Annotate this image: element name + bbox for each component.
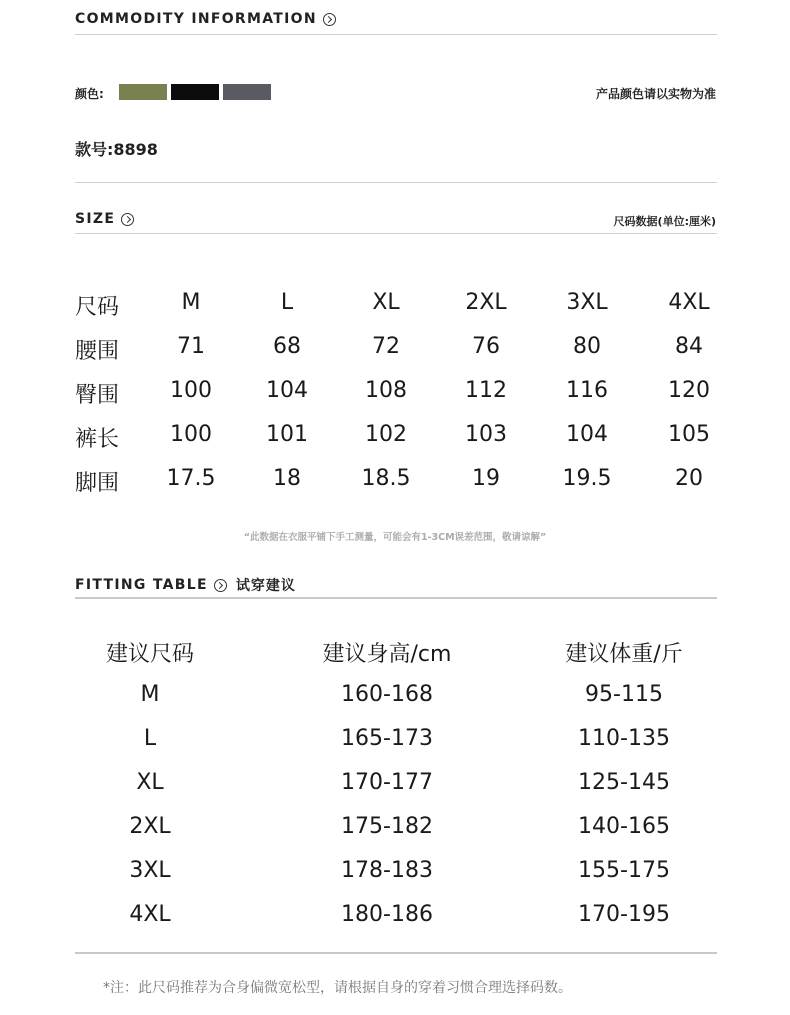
fitting-cell: 175-182 <box>341 814 433 839</box>
fitting-cell: 110-135 <box>578 726 670 751</box>
footer-note: *注：此尺码推荐为合身偏微宽松型，请根据自身的穿着习惯合理选择码数。 <box>103 980 572 996</box>
size-header-row <box>75 290 745 330</box>
size-cell: 120 <box>668 378 710 403</box>
size-cell: 108 <box>365 378 407 403</box>
divider <box>75 597 717 599</box>
size-section-title <box>75 211 134 227</box>
chevron-right-circle-icon <box>121 213 134 226</box>
measure-note: “此数据在衣服平铺下手工测量，可能会有1-3CM误差范围，敬请谅解” <box>243 532 547 543</box>
size-cell: 4XL <box>668 290 710 315</box>
fitting-cell: 180-186 <box>341 902 433 927</box>
fitting-cell: 170-195 <box>578 902 670 927</box>
size-cell: 100 <box>170 378 212 403</box>
chevron-right-circle-icon <box>323 13 336 26</box>
divider <box>75 952 717 954</box>
size-cell: 3XL <box>566 290 608 315</box>
color-swatch-black[interactable] <box>171 84 219 100</box>
size-cell: 17.5 <box>166 466 216 491</box>
fitting-cell: XL <box>136 770 164 795</box>
color-label: 颜色: <box>75 87 104 101</box>
divider <box>75 34 717 35</box>
size-cell: 101 <box>266 422 308 447</box>
fitting-cell: 170-177 <box>341 770 433 795</box>
size-unit-note: 尺码数据(单位:厘米) <box>613 215 716 228</box>
fitting-section-title <box>75 575 296 595</box>
size-cell: 19.5 <box>562 466 612 491</box>
color-note: 产品颜色请以实物为准 <box>595 87 716 101</box>
size-cell: 71 <box>177 334 205 359</box>
commodity-section-title <box>75 11 336 27</box>
fitting-header-cell: 建议尺码 <box>105 642 195 667</box>
commodity-title-text: COMMODITY INFORMATION <box>75 11 317 27</box>
size-row-label: 脚围 <box>75 471 120 496</box>
size-cell: 100 <box>170 422 212 447</box>
fitting-cell: 125-145 <box>578 770 670 795</box>
size-row-label: 裤长 <box>75 427 120 452</box>
size-title-text: SIZE <box>75 211 116 227</box>
fitting-header-cell: 建议身高/cm <box>322 642 452 667</box>
size-cell: 102 <box>365 422 407 447</box>
size-cell: 20 <box>675 466 703 491</box>
size-cell: 76 <box>472 334 500 359</box>
size-cell: 68 <box>273 334 301 359</box>
fitting-subtitle: 试穿建议 <box>235 578 296 594</box>
size-row <box>75 378 745 418</box>
color-swatch-olive[interactable] <box>119 84 167 100</box>
fitting-cell: M <box>140 682 160 707</box>
divider <box>75 233 717 234</box>
size-cell: 84 <box>675 334 703 359</box>
divider <box>75 182 717 183</box>
fitting-cell: 4XL <box>129 902 171 927</box>
size-cell: 116 <box>566 378 608 403</box>
size-cell: M <box>181 290 201 315</box>
size-cell: 72 <box>372 334 400 359</box>
size-cell: 80 <box>573 334 601 359</box>
fitting-cell: L <box>143 726 157 751</box>
size-row <box>75 466 745 506</box>
fitting-cell: 95-115 <box>585 682 663 707</box>
size-row <box>75 422 745 462</box>
model-number: 款号:8898 <box>75 140 158 159</box>
size-cell: 103 <box>465 422 507 447</box>
fitting-cell: 140-165 <box>578 814 670 839</box>
size-row <box>75 334 745 374</box>
fitting-title-text: FITTING TABLE <box>75 577 208 593</box>
size-cell: 18.5 <box>361 466 411 491</box>
color-swatch-grey[interactable] <box>223 84 271 100</box>
fitting-cell: 165-173 <box>341 726 433 751</box>
fitting-header-cell: 建议体重/斤 <box>565 642 683 667</box>
fitting-cell: 3XL <box>129 858 171 883</box>
size-cell: 104 <box>266 378 308 403</box>
size-cell: XL <box>372 290 400 315</box>
size-cell: L <box>280 290 294 315</box>
size-cell: 19 <box>472 466 500 491</box>
chevron-right-circle-icon <box>214 579 227 592</box>
size-row-label: 腰围 <box>75 339 120 364</box>
size-cell: 18 <box>273 466 301 491</box>
size-cell: 112 <box>465 378 507 403</box>
size-cell: 105 <box>668 422 710 447</box>
fitting-cell: 160-168 <box>341 682 433 707</box>
fitting-cell: 2XL <box>129 814 171 839</box>
size-cell: 104 <box>566 422 608 447</box>
size-row-label: 臀围 <box>75 383 120 408</box>
fitting-cell: 155-175 <box>578 858 670 883</box>
fitting-cell: 178-183 <box>341 858 433 883</box>
size-row-label: 尺码 <box>75 295 120 320</box>
size-cell: 2XL <box>465 290 507 315</box>
